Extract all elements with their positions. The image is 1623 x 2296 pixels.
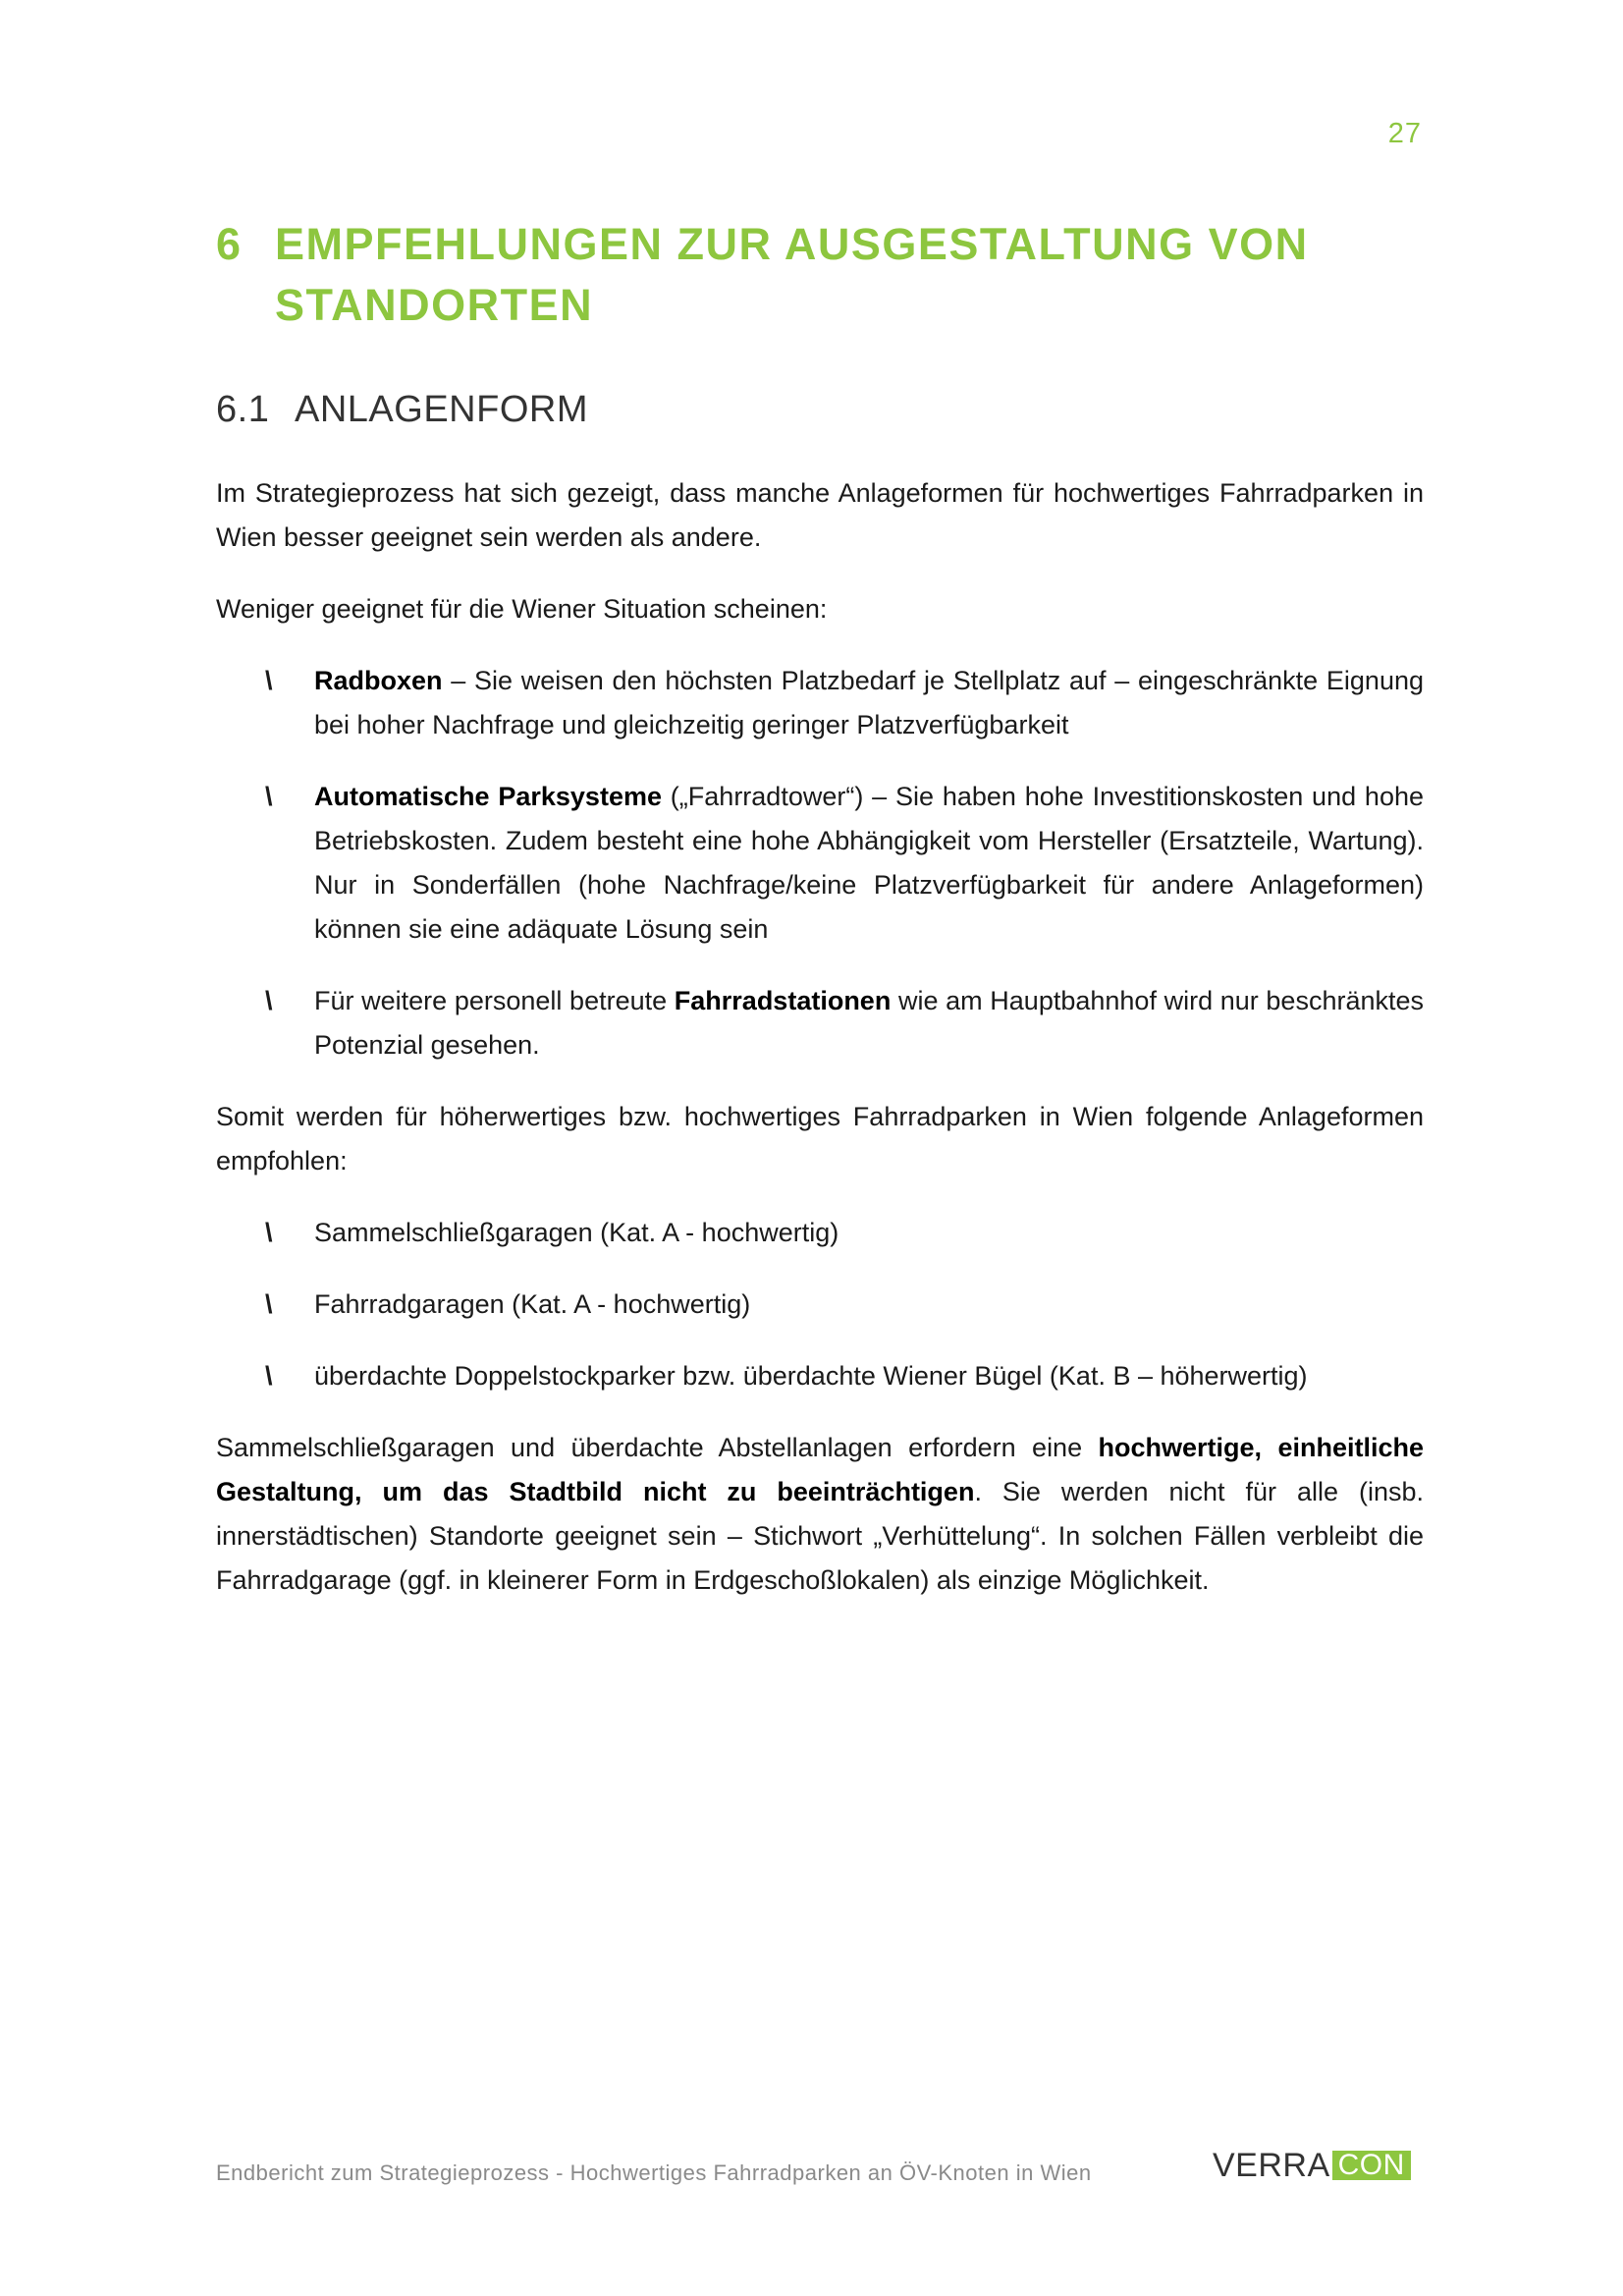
list-item — [216, 1283, 1424, 1327]
closing-paragraph — [216, 1426, 1424, 1603]
list-item-text — [314, 659, 1424, 747]
section-number: 6.1 — [216, 389, 270, 430]
bullet-icon: \ — [265, 1361, 273, 1391]
list-item-text — [314, 979, 1424, 1067]
closing-pre: Sammelschließgaragen und überdachte Abstellanlagen erfordern eine — [216, 1433, 1099, 1462]
list-item — [216, 979, 1424, 1067]
less-suitable-paragraph: Weniger geeignet für die Wiener Situation scheinen: — [216, 594, 828, 624]
less-suitable-list — [216, 659, 1424, 1067]
logo-part-con: CON — [1332, 2151, 1411, 2180]
list-item — [216, 659, 1424, 747]
list-item-bold: Automatische Parksysteme — [314, 782, 662, 811]
list-item — [216, 1211, 1424, 1255]
bullet-icon: \ — [265, 782, 273, 811]
bullet-icon: \ — [265, 986, 273, 1015]
chapter-number: 6 — [216, 219, 243, 269]
chapter-title-line-1: EMPFEHLUNGEN ZUR AUSGESTALTUNG VON — [275, 219, 1309, 269]
closing-bold: hochwertige, einheitliche Gestaltung, um das Stadtbild nicht zu beeinträchtigen — [216, 1433, 1424, 1506]
logo-part-verra: VERRA — [1213, 2146, 1330, 2184]
list-item — [216, 1354, 1424, 1398]
bullet-icon: \ — [265, 1218, 273, 1247]
list-item-bold: Fahrradstationen — [674, 986, 892, 1015]
closing-post: . Sie werden nicht für alle (insb. innerstädtischen) Standorte geeignet sein – Stichwort „Verhüttelung“. In solchen Fällen verbleibt die Fahrradgarage (ggf. in kleinerer Form in Erdgeschoßlokalen) als einzige Möglichkeit. — [216, 1477, 1424, 1595]
footer-text: Endbericht zum Strategieprozess - Hochwertiges Fahrradparken an ÖV-Knoten in Wien — [216, 2160, 1092, 2185]
list-item-rest: – Sie weisen den höchsten Platzbedarf je Stellplatz auf – eingeschränkte Eignung bei hoher Nachfrage und gleichzeitig geringer Platzverfügbarkeit — [314, 666, 1424, 739]
verracon-logo — [1213, 2147, 1411, 2184]
list-item-text — [314, 775, 1424, 952]
list-item-rest: („Fahrradtower“) – Sie haben hohe Investitionskosten und hohe Betriebskosten. Zudem besteht eine hohe Abhängigkeit vom Hersteller (Ersatzteile, Wartung). Nur in Sonderfällen (hohe Nachfrage/keine Platzverfügbarkeit für andere Anlageformen) können sie eine adäquate Lösung sein — [314, 782, 1424, 944]
recommended-paragraph: Somit werden für höherwertiges bzw. hochwertiges Fahrradparken in Wien folgende Anlageformen empfohlen: — [216, 1102, 1424, 1175]
chapter-title-text — [275, 214, 1309, 336]
bullet-icon: \ — [265, 1289, 273, 1319]
list-item — [216, 775, 1424, 952]
list-item-text: Fahrradgaragen (Kat. A - hochwertig) — [314, 1289, 751, 1319]
chapter-title — [216, 214, 1394, 336]
page-number: 27 — [1387, 118, 1422, 149]
section-title-text: ANLAGENFORM — [295, 389, 588, 430]
intro-paragraph: Im Strategieprozess hat sich gezeigt, dass manche Anlageformen für hochwertiges Fahrradparken in Wien besser geeignet sein werden als andere. — [216, 478, 1424, 552]
list-item-text: Sammelschließgaragen (Kat. A - hochwertig) — [314, 1218, 839, 1247]
body-content — [216, 471, 1424, 1630]
section-title — [216, 385, 588, 434]
list-item-bold: Radboxen — [314, 666, 443, 695]
recommended-list — [216, 1211, 1424, 1398]
chapter-title-line-2: STANDORTEN — [275, 280, 594, 330]
list-item-pre: Für weitere personell betreute — [314, 986, 675, 1015]
bullet-icon: \ — [265, 666, 273, 695]
list-item-text: überdachte Doppelstockparker bzw. überdachte Wiener Bügel (Kat. B – höherwertig) — [314, 1361, 1308, 1391]
list-item-rest: wie am Hauptbahnhof wird nur beschränktes Potenzial gesehen. — [314, 986, 1425, 1060]
